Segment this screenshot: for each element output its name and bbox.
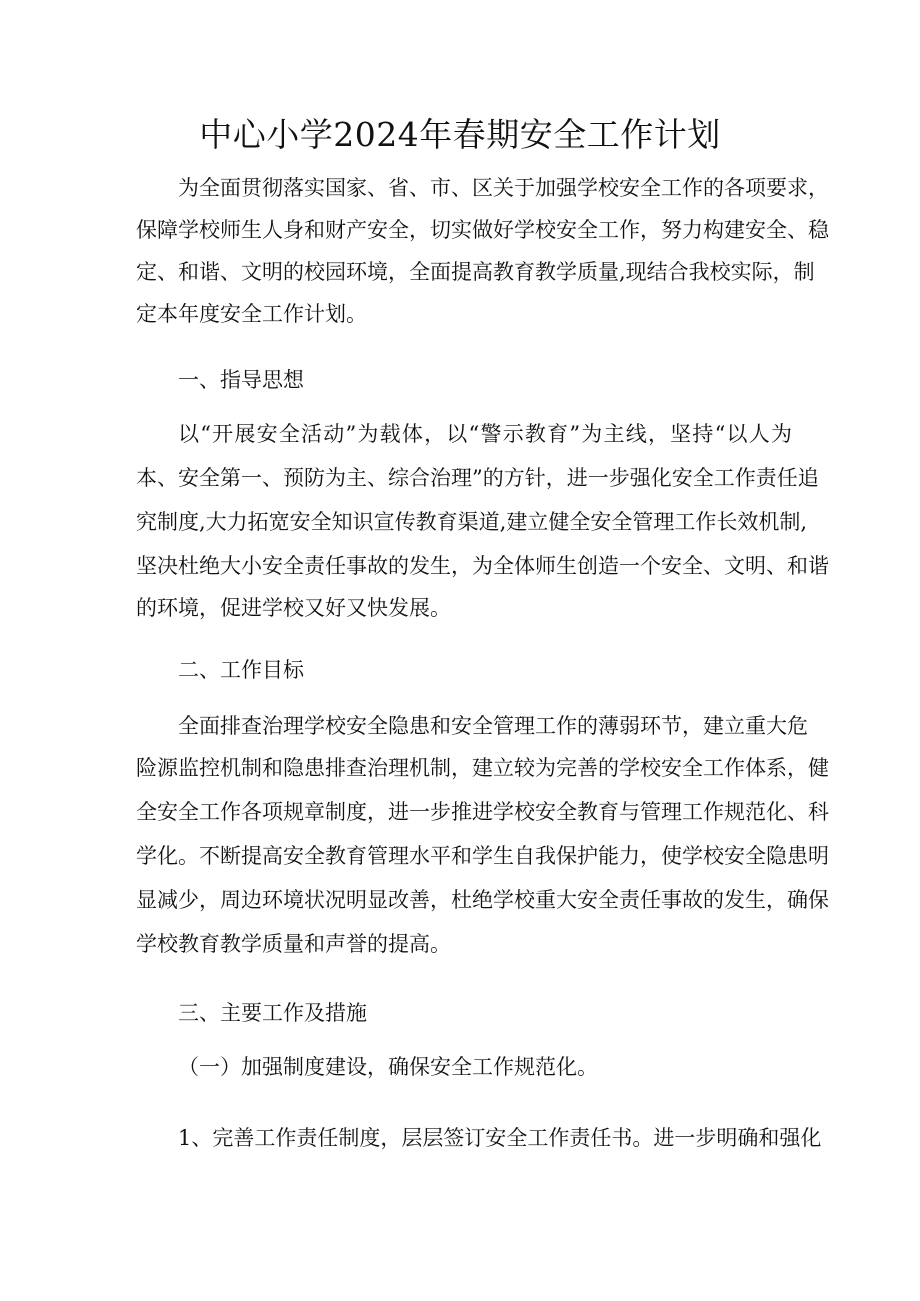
section2-line-2: 险源监控机制和隐患排查治理机制，建立较为完善的学校安全工作体系，健	[136, 756, 829, 780]
section2-line-1: 全面排查治理学校安全隐患和安全管理工作的薄弱环节，建立重大危	[178, 714, 808, 738]
section1-line-2: 本、安全第一、预防为主、综合治理”的方针，进一步强化安全工作责任追	[136, 466, 819, 490]
section2-line-6: 学校教育教学质量和声誉的提高。	[136, 932, 451, 956]
section2-line-5: 显减少，周边环境状况明显改善，杜绝学校重大安全责任事故的发生，确保	[136, 888, 829, 912]
intro-line-3: 定、和谐、文明的校园环境，全面提高教育教学质量,现结合我校实际，制	[136, 260, 815, 284]
section1-line-3: 究制度,大力拓宽安全知识宣传教育渠道,建立健全安全管理工作长效机制,	[136, 510, 808, 534]
section2-line-4: 学化。不断提高安全教育管理水平和学生自我保护能力，使学校安全隐患明	[136, 844, 829, 868]
item-1-line: 1、完善工作责任制度，层层签订安全工作责任书。进一步明确和强化	[178, 1126, 822, 1150]
section1-line-4: 坚决杜绝大小安全责任事故的发生，为全体师生创造一个安全、文明、和谐	[136, 554, 829, 578]
intro-line-4: 定本年度安全工作计划。	[136, 302, 367, 326]
section2-line-3: 全安全工作各项规章制度，进一步推进学校安全教育与管理工作规范化、科	[136, 800, 829, 824]
section1-line-1: 以“开展安全活动”为载体，以“警示教育”为主线，坚持“以人为	[178, 422, 792, 446]
intro-line-2: 保障学校师生人身和财产安全，切实做好学校安全工作，努力构建安全、稳	[136, 218, 829, 242]
section1-line-5: 的环境，促进学校又好又快发展。	[136, 596, 451, 620]
section-heading-guiding-ideology: 一、指导思想	[178, 368, 304, 392]
subsection-heading-system-building: （一）加强制度建设，确保安全工作规范化。	[178, 1055, 598, 1079]
intro-line-1: 为全面贯彻落实国家、省、市、区关于加强学校安全工作的各项要求，	[178, 176, 829, 200]
document-title: 中心小学2024年春期安全工作计划	[199, 115, 721, 154]
section-heading-main-work: 三、主要工作及措施	[178, 1001, 367, 1025]
section-heading-work-goals: 二、工作目标	[178, 658, 304, 682]
